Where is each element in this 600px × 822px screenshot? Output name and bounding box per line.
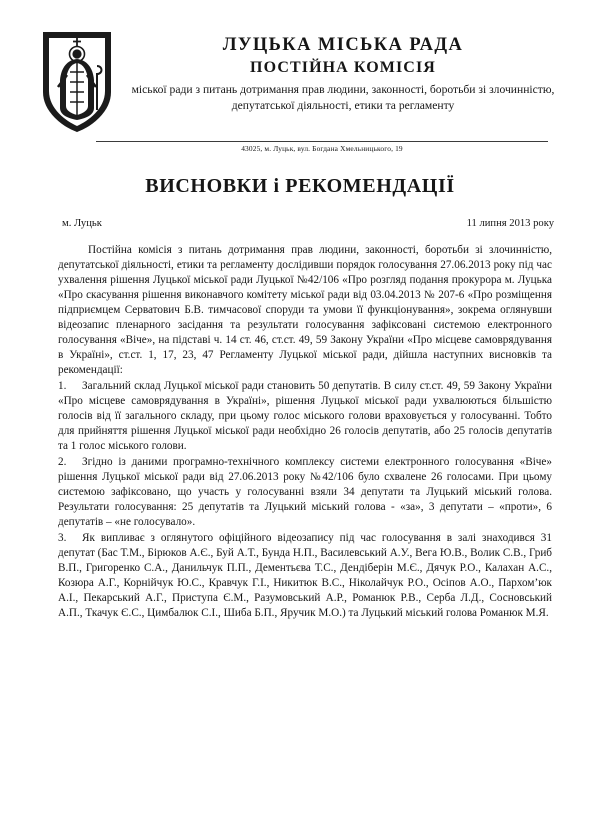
address-text: 43025, м. Луцьк, вул. Богдана Хмельницького, 19 — [241, 144, 403, 153]
item-text: Згідно із даними програмно-технічного комплексу системи електронного голосування «Віче» рішення Луцької міської ради від 27.06.2013 року №42/106 було схвалене 26 голосами. При цьому системою зафіксовано, що участь у голосуванні взяли 34 депутати та Луцький міський голова. Результати голосування: 25 депутатів та Луцький міський голова - «за», 3 депутати – «проти», 6 депутатів – «не голосувало». — [58, 456, 552, 528]
item-number: 2. — [58, 456, 67, 468]
organization-subname: ПОСТІЙНА КОМІСІЯ — [250, 59, 436, 77]
commission-description: міської ради з питань дотримання прав людини, законності, боротьби зі злочинністю, депутатської діяльності, етики та регламенту — [131, 82, 555, 112]
header-divider — [96, 141, 548, 142]
date-label: 11 липня 2013 року — [466, 218, 554, 229]
organization-name: ЛУЦЬКА МІСЬКА РАДА — [222, 35, 464, 55]
numbered-item-3 — [58, 531, 552, 621]
page-title: ВИСНОВКИ і РЕКОМЕНДАЦІЇ — [145, 175, 455, 197]
intro-paragraph: Постійна комісія з питань дотримання прав людини, законності, боротьби зі злочинністю, депутатської діяльності, етики та регламенту дослідивши порядок голосування 27.06.2013 року під час ухвалення рішення Луцької міської ради Луцької №42/106 «Про розгляд подання прокурора м. Луцька «Про скасування рішення виконавчого комітету міської ради від 03.04.2013 № 207-6 «Про розміщення підприємцем Серватович Б.В. тимчасової споруди та умови її функціонування», зокрема оглянувши відеозапис пленарного засідання та результати голосування зафіксовані системою електронного голосування «Віче», на підставі ч. 14 ст. 46, ст.ст. 49, 59 Закону України «Про місцеве самоврядування в Україні», ст.ст. 1, 17, 23, 47 Регламенту Луцької міської ради, дійшла наступних висновків та рекомендації: — [58, 244, 552, 376]
item-text: Як випливає з оглянутого офіційного відеозапису під час голосування в залі знаходився 31 депутат (Бас Т.М., Бірюков А.Є., Буй А.Т., Бунда Н.П., Василевський А.У., Вега Ю.В., Волик С.В., Гриб В.П., Григоренко С.А., Данильчук П.П., Дементьєва Т.С., Дендіберін М.Є., Дячук Р.О., Калахан А.С., Козюра А.Г., Корнійчук Ю.С., Кравчук Г.І., Никитюк В.С., Ніколайчук Р.О., Осіпов А.О., Пархом’юк А.І., Пекарський А.Г., Приступа Є.М., Разумовський А.Р., Романюк Р.В., Серба Л.Д., Сосновський А.П., Ткачук Є.С., Цимбалюк С.І., Шиба Б.П., Яручик М.О.) та Луцький міський голова Романюк М.Я. — [58, 532, 552, 619]
document-header — [0, 0, 600, 134]
lutsk-coat-of-arms-icon — [40, 30, 114, 134]
item-text: Загальний склад Луцької міської ради становить 50 депутатів. В силу ст.ст. 49, 59 Закону України «Про місцеве самоврядування в Україні», рішення Луцької міської ради ухвалюються більшістю голосів від її загального складу, при цьому голос міського голови враховується у голосуванні. Тобто для прийняття рішення Луцької міської ради необхідно 26 голосів депутатів, або 25 голосів депутатів та 1 голос міського голови. — [58, 380, 552, 452]
item-number: 1. — [58, 380, 67, 392]
numbered-item-2 — [58, 455, 552, 530]
header-titles — [120, 26, 566, 113]
numbered-item-1 — [58, 379, 552, 454]
place-label: м. Луцьк — [62, 218, 102, 229]
place-date-row — [0, 218, 600, 229]
item-number: 3. — [58, 532, 67, 544]
address-block — [0, 141, 600, 153]
document-body — [0, 243, 600, 621]
